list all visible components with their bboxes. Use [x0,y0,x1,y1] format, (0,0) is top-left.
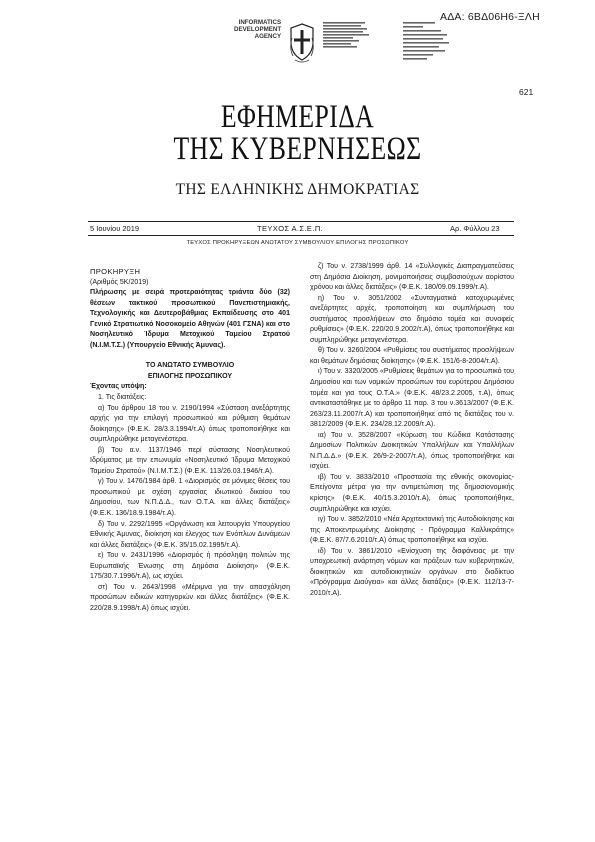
announcement-heading: ΠΡΟΚΗΡΥΞΗ [90,267,141,276]
left-column [90,267,290,615]
council-title-line-2: ΕΠΙΛΟΓΗΣ ΠΡΟΣΩΠΙΚΟΥ [147,372,233,380]
print-info-block [323,22,381,57]
issue-date: 5 Ιουνίου 2019 [90,224,140,233]
provision-item: α) Του άρθρου 18 του ν. 2190/1994 «Σύσταση ανεξάρτητης αρχής για την επιλογή προσωπικού και ρύθμιση θεμάτων διοίκησης» (Φ.Ε.Κ. 28/3.3.1994/τ.Α) όπως τροποποιήθηκε και συμπληρώθηκε μεταγενέστερα. [90,404,290,444]
informatics-line-2: DEVELOPMENT [234,26,282,33]
provision-item: ζ) Του ν. 2738/1999 άρθ. 14 «Συλλογικές Διαπραγματεύσεις στη Δημόσια Διοίκηση, μονιμοποιήσεις συμβασιούχων αορίστου χρόνου και άλλες διατάξεις» (Φ.Ε.Κ. 180/09.09.1999/τ.Α). [310,263,514,292]
right-column [310,262,514,600]
provision-item: θ) Του ν. 3260/2004 «Ρυθμίσεις του συστήματος προσλήψεων και θεμάτων δημόσιας διοίκησης» (Φ.Ε.Κ. 151/6-8-2004/τ.Α). [310,347,514,365]
announcement-summary: Πλήρωσης με σειρά προτεραιότητας τριάντα δύο (32) θέσεων τακτικού προσωπικού Πανεπιστημιακής, Τεχνολογικής και Δευτεροβάθμιας Εκπαίδευσης στο 401 Γενικό Στρατιωτικό Νοσοκομείο Αθηνών (401 ΓΣΝΑ) και στο Νοσηλευτικό Ίδρυμα Μετοχικού Ταμείου Στρατού (Ν.Ι.Μ.Τ.Σ.) (Υπουργείο Εθνικής Άμυνας). [90,289,290,349]
issue-type: ΤΕΥΧΟΣ Α.Σ.Ε.Π. [257,224,324,233]
certification-block [403,22,463,73]
greek-coat-of-arms-icon [289,22,315,65]
provision-item: στ) Του ν. 2643/1998 «Μέριμνα για την απασχόληση προσώπων ειδικών κατηγοριών και άλλες διατάξεις» (Φ.Ε.Κ. 220/28.9.1998/τ.Α) όπως ισχύει. [90,583,290,612]
ada-code: ΑΔΑ: 6ΒΔ06Η6-ΞΛΗ [440,11,540,23]
informatics-line-1: INFORMATICS [238,19,282,26]
gazette-title-line-1: ΕΦΗΜΕΡΙΔΑ [220,99,375,135]
provision-item: ια) Του ν. 3528/2007 «Κύρωση του Κώδικα Κατάστασης Δημοσίων Πολιτικών Διοικητικών Υπαλλήλων και Υπαλλήλων Ν.Π.Δ.Δ.» (Φ.Ε.Κ. 26/9-2-2007/τ.Α), όπως τροποποιήθηκε και ισχύει. [310,431,514,471]
issue-bar-top-rule [88,221,514,222]
provision-item: ιδ) Του ν. 3861/2010 «Ενίσχυση της διαφάνειας με την υποχρεωτική ανάρτηση νόμων και πράξεων των κυβερνητικών, διοικητικών και αυτοδιοικητικών οργάνων στο διαδίκτυο «Πρόγραμμα Διαύγεια» και άλλες διατάξεις» (Φ.Ε.Κ. 112/13-7-2010/τ.Α). [310,547,514,597]
provision-item: γ) Του ν. 1476/1984 άρθ. 1 «Διορισμός σε μόνιμες θέσεις του προσωπικού με σχέση εργασίας ιδιωτικού δικαίου του Δημοσίου, των Ν.Π.Δ.Δ., των Ο.Τ.Α. και άλλες διατάξεις» (Φ.Ε.Κ. 136/18.9.1984/τ.Α). [90,478,290,518]
page-number: 621 [519,87,534,97]
provisions-intro: 1. Τις διατάξεις: [98,394,147,402]
sheet-number: Αρ. Φύλλου 23 [450,224,500,233]
provision-item: β) Του α.ν. 1137/1946 περί σύστασης Νοσηλευτικού Ιδρύματος με την επωνυμία «Νοσηλευτικό Ίδρυμα Μετοχικού Ταμείου Στρατού» (Ν.Ι.Μ.Τ.Σ.) (Φ.Ε.Κ. 113/26.03.1946/τ.Α). [90,446,290,475]
provision-item: η) Του ν. 3051/2002 «Συνταγματικά κατοχυρωμένες ανεξάρτητες αρχές, τροποποίηση και συμπλήρωση του συστήματος προσλήψεων στο δημόσιο τομέα και συναφείς ρυθμίσεις» (Φ.Ε.Κ. 220/20.9.2002/τ.Α), όπως τροποποιήθηκε και συμπληρώθηκε μεταγενέστερα. [310,294,514,344]
announcement-number: (Αριθμός 5Κ/2019) [90,278,149,286]
gazette-title-line-2: ΤΗΣ ΚΥΒΕΡΝΗΣΕΩΣ [173,131,422,167]
council-title-line-1: ΤΟ ΑΝΩΤΑΤΟ ΣΥΜΒΟΥΛΙΟ [145,362,235,370]
provision-item: ιγ) Του ν. 3852/2010 «Νέα Αρχιτεκτονική της Αυτοδιοίκησης και της Αποκεντρωμένης Διοίκησης - Πρόγραμμα Καλλικράτης» (Φ.Ε.Κ. 87/7.6.2010/τ.Α) όπως τροποποιήθηκε και ισχύει. [310,516,514,545]
provision-item: ιβ) Του ν. 3833/2010 «Προστασία της εθνικής οικονομίας-Επείγοντα μέτρα για την αντιμετώπιση της δημοσιονομικής κρίσης» (Φ.Ε.Κ. 40/15.3.2010/τ.Α), όπως τροποποιήθηκε, συμπληρώθηκε και ισχύει. [310,473,514,513]
informatics-agency-label [234,19,281,40]
provision-item: δ) Του ν. 2292/1995 «Οργάνωση και λειτουργία Υπουργείου Εθνικής Άμυνας, διοίκηση και έλεγχος των Ενόπλων Δυνάμεων και άλλες διατάξεις» (Φ.Ε.Κ. 35/15.02.1995/τ.Α). [90,520,290,549]
informatics-line-3: AGENCY [254,33,282,40]
issue-subtitle: ΤΕΥΧΟΣ ΠΡΟΚΗΡΥΞΕΩΝ ΑΝΩΤΑΤΟΥ ΣΥΜΒΟΥΛΙΟΥ ΕΠΙΛΟΓΗΣ ΠΡΟΣΩΠΙΚΟΥ [186,240,409,246]
provision-item: ε) Του ν. 2431/1996 «Διορισμός ή πρόσληψη πολιτών της Ευρωπαϊκής Ένωσης στη Δημόσια Διοίκηση» (Φ.Ε.Κ. 175/30.7.1996/τ.Α), ως ισχύει. [90,552,290,581]
issue-bar-bottom-rule [88,235,514,236]
republic-subtitle: ΤΗΣ ΕΛΛΗΝΙΚΗΣ ΔΗΜΟΚΡΑΤΙΑΣ [175,181,420,198]
provision-item: ι) Του ν. 3320/2005 «Ρυθμίσεις θεμάτων για το προσωπικό του Δημοσίου και των νομικών προσώπων του ευρύτερου Δημόσιου τομέα και για τους Ο.Τ.Α.» (Φ.Ε.Κ. 48/23.2.2005, τ.Α), όπως αντικαταστάθηκε με το άρθρο 11 παρ. 3 του ν.3613/2007 (Φ.Ε.Κ. 263/23.11.2007/τ.Α) και τροποποιήθηκε από τις διατάξεις του ν. 3812/2009 (Φ.Ε.Κ. 234/28.12.2009/τ.Α). [310,368,514,429]
having-in-mind: Έχοντας υπόψη: [90,383,147,391]
